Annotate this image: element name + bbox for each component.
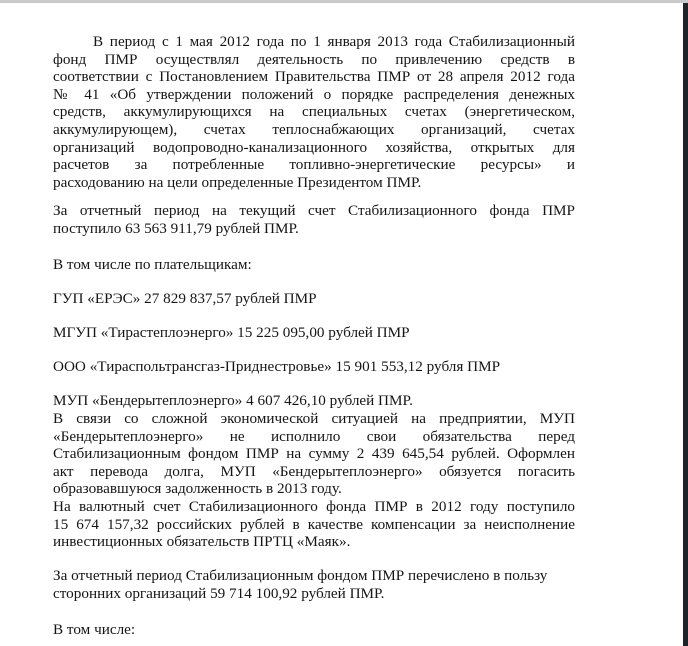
payer-item: МУП «Бендерытеплоэнерго» 4 607 426,10 рублей ПМР. — [53, 392, 413, 409]
paragraph-intro — [53, 33, 575, 191]
text-line: аккумулирующем), счетах теплоснабжающих организаций, счетах — [53, 120, 575, 138]
closing-line: В том числе: — [53, 621, 136, 638]
text-line: На валютный счет Стабилизационного фонда ПМР в 2012 году поступило — [53, 498, 575, 515]
text-line: За отчетный период на текущий счет Стабилизационного фонда ПМР — [53, 202, 575, 219]
text-line: расчетов за потребленные топливно-энергетические ресурсы» и — [53, 156, 575, 174]
payer-item: ГУП «ЕРЭС» 27 829 837,57 рублей ПМР — [53, 290, 317, 307]
text-line: В связи со сложной экономической ситуацией на предприятии, МУП — [53, 410, 575, 427]
text-line: средств, аккумулирующихся на специальных счетах (энергетическом, — [53, 103, 575, 121]
paragraph-transfers — [53, 567, 575, 602]
text-line: сторонних организаций 59 714 100,92 рублей ПМР. — [53, 584, 385, 602]
text-line: поступило 63 563 911,79 рублей ПМР. — [53, 219, 299, 237]
text-line: расходованию на цели определенные Президентом ПМР. — [53, 173, 422, 191]
text-line: организаций водопроводно-канализационного хозяйства, открытых для — [53, 138, 575, 156]
payer-item: ООО «Тираспольтрансгаз-Приднестровье» 15 901 553,12 рубля ПМР — [53, 358, 501, 375]
payer-item: МГУП «Тирастеплоэнерго» 15 225 095,00 рублей ПМР — [53, 324, 410, 341]
text-line: акт перевода долга, МУП «Бендерытеплоэнерго» обязуется погасить — [53, 462, 575, 480]
text-line: № 41 «Об утверждении положений о порядке распределения денежных — [53, 85, 575, 103]
text-line: инвестиционных обязательств ПРТЦ «Маяк». — [53, 533, 351, 551]
scrollbar[interactable] — [683, 3, 688, 646]
text-line: фонд ПМР осуществлял деятельность по привлечению средств в — [53, 50, 575, 68]
text-line: 15 674 157,32 российских рублей в качестве компенсации за неисполнение — [53, 515, 575, 533]
payers-heading: В том числе по плательщикам: — [53, 256, 252, 273]
paragraph-debt — [53, 410, 575, 498]
paragraph-currency-account — [53, 498, 575, 551]
text-line: образовавшуюся задолженность в 2013 году. — [53, 480, 342, 498]
text-line: соответствии с Постановлением Правительства ПМР от 28 апреля 2012 года — [53, 68, 575, 86]
paragraph-income-total — [53, 202, 575, 237]
text-line: В период с 1 мая 2012 года по 1 января 2013 года Стабилизационный — [93, 33, 575, 50]
text-line: Стабилизационным фондом ПМР на сумму 2 439 645,54 рублей. Оформлен — [53, 445, 575, 463]
text-line: «Бендерытеплоэнерго» не исполнило свои обязательства перед — [53, 427, 575, 445]
text-line: За отчетный период Стабилизационным фондом ПМР перечислено в пользу — [53, 567, 548, 584]
